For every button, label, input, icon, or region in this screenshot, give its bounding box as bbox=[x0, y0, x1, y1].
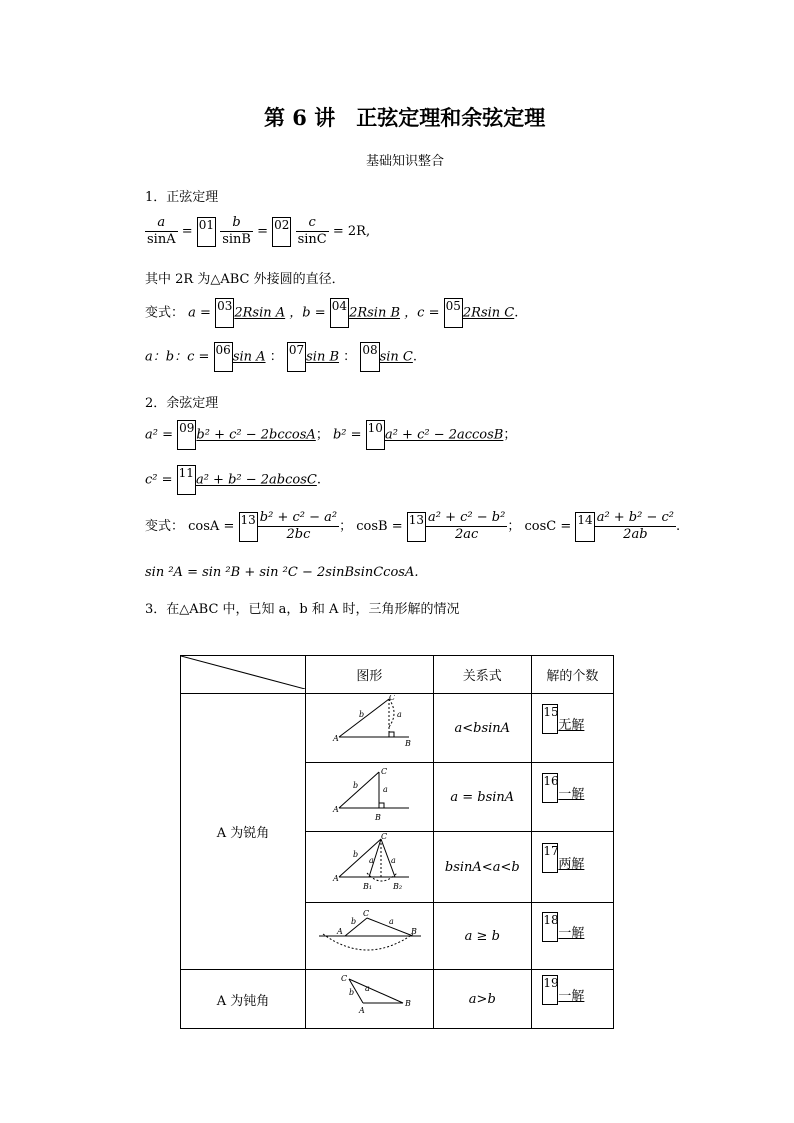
label-b-vertex: B bbox=[405, 739, 412, 748]
cosine-ab bbox=[145, 420, 516, 450]
variant-label: 变式： bbox=[145, 519, 185, 534]
blank-box: 13 bbox=[407, 512, 426, 542]
numerator: a² + c² − b² bbox=[428, 510, 506, 525]
figure-obtuse bbox=[309, 971, 429, 1023]
denominator: sinB bbox=[222, 232, 251, 247]
label-a-side: a bbox=[391, 856, 397, 865]
circumcircle-note: 其中 2R 为△ABC 外接圆的直径． bbox=[145, 272, 345, 287]
label-a-side: a bbox=[389, 917, 395, 926]
equals-2r: = 2R, bbox=[332, 224, 371, 239]
relation-cell bbox=[433, 763, 531, 832]
heading-solutions: 3．在△ABC 中，已知 a，b 和 A 时，三角形解的情况 bbox=[145, 602, 460, 617]
label-b-side: b bbox=[349, 988, 355, 997]
blank-box: 07 bbox=[287, 342, 306, 372]
relation-text: a<bsinA bbox=[454, 720, 511, 736]
relation-cell bbox=[433, 694, 531, 763]
equals: = bbox=[181, 224, 193, 239]
label-a-side: a bbox=[383, 785, 389, 794]
header-relation: 关系式 bbox=[433, 656, 531, 694]
relation-cell bbox=[433, 903, 531, 970]
heading-cosine-law: 2．余弦定理 bbox=[145, 396, 219, 411]
answer: sin B bbox=[306, 349, 340, 365]
blank-box: 05 bbox=[444, 298, 463, 328]
answer-box bbox=[542, 704, 602, 748]
sine-ratio bbox=[145, 342, 417, 372]
section-subtitle: 基础知识整合 bbox=[366, 154, 445, 169]
blank-box: 01 bbox=[197, 217, 216, 247]
label-c-vertex: C bbox=[389, 695, 396, 702]
blank-box: 06 bbox=[214, 342, 233, 372]
blank-box: 15 bbox=[542, 704, 558, 734]
blank-box: 03 bbox=[215, 298, 234, 328]
figure-cell bbox=[306, 694, 434, 763]
lhs: a = bbox=[188, 305, 211, 321]
fraction bbox=[426, 510, 507, 543]
sine-squared-identity: sin ²A = sin ²B + sin ²C − 2sinBsinCcosA. bbox=[145, 565, 419, 580]
header-figure: 图形 bbox=[306, 656, 434, 694]
relation-text: a>b bbox=[468, 991, 496, 1007]
relation-text: a ≥ b bbox=[464, 928, 500, 944]
label-b1-vertex: B₁ bbox=[363, 882, 373, 891]
period: . bbox=[412, 349, 418, 365]
blank-box: 08 bbox=[360, 342, 379, 372]
header-count: 解的个数 bbox=[531, 656, 613, 694]
separator: ； bbox=[507, 519, 521, 534]
label-a-vertex: A bbox=[333, 874, 340, 883]
lhs: cosC = bbox=[524, 519, 572, 534]
answer: a² + b² − 2abcosC bbox=[195, 472, 317, 488]
sine-law-formula bbox=[145, 215, 370, 248]
numerator: b² + c² − a² bbox=[259, 510, 338, 525]
answer-cell bbox=[531, 694, 613, 763]
figure-two-solutions bbox=[309, 833, 429, 897]
equals: = bbox=[257, 224, 269, 239]
label-c-vertex: C bbox=[381, 833, 388, 841]
blank-box: 19 bbox=[542, 975, 558, 1005]
answer-box bbox=[542, 912, 602, 956]
figure-no-solution bbox=[309, 695, 429, 757]
separator: ； bbox=[503, 427, 517, 443]
relation-cell bbox=[433, 970, 531, 1029]
answer: 2Rsin B bbox=[349, 305, 401, 321]
answer-cell bbox=[531, 903, 613, 970]
answer-text: 一解 bbox=[558, 926, 585, 941]
numerator: a² + b² − c² bbox=[596, 510, 674, 525]
label-b-side: b bbox=[351, 917, 357, 926]
answer-cell bbox=[531, 763, 613, 832]
denominator: sinC bbox=[297, 232, 327, 247]
blank-box: 18 bbox=[542, 912, 558, 942]
table-row bbox=[181, 694, 614, 763]
denominator: 2ab bbox=[623, 527, 648, 542]
answer-text: 无解 bbox=[558, 718, 585, 733]
label-b-vertex: B bbox=[411, 927, 418, 936]
figure-cell bbox=[306, 903, 434, 970]
acute-angle-label: A 为锐角 bbox=[181, 694, 306, 970]
answer: 2Rsin C bbox=[462, 305, 515, 321]
answer-text: 一解 bbox=[558, 989, 585, 1004]
lhs: b² = bbox=[332, 427, 362, 443]
figure-one-solution-right bbox=[309, 764, 429, 826]
blank-box: 09 bbox=[177, 420, 196, 450]
label-b-side: b bbox=[353, 850, 359, 859]
label-c-vertex: C bbox=[381, 767, 388, 776]
table-header-row bbox=[181, 656, 614, 694]
lhs: a：b：c = bbox=[145, 349, 210, 365]
solutions-table bbox=[180, 655, 614, 1029]
period: . bbox=[316, 472, 321, 488]
numerator: a bbox=[145, 215, 178, 232]
lhs: a² = bbox=[145, 427, 173, 443]
fraction bbox=[258, 510, 339, 543]
lhs: ，c = bbox=[404, 305, 440, 321]
fraction bbox=[296, 215, 329, 248]
label-a-side: a bbox=[397, 710, 403, 719]
answer-text: 两解 bbox=[558, 857, 585, 872]
heading-sine-law: 1．正弦定理 bbox=[145, 190, 219, 205]
answer: 2Rsin A bbox=[234, 305, 286, 321]
label-b-vertex: B bbox=[405, 999, 412, 1008]
answer-box bbox=[542, 975, 602, 1019]
answer: a² + c² − 2accosB bbox=[384, 427, 504, 443]
variant-label: 变式： bbox=[145, 305, 185, 321]
label-c-vertex: C bbox=[341, 974, 348, 983]
label-a-side: a bbox=[365, 984, 371, 993]
figure-cell bbox=[306, 832, 434, 903]
answer: b² + c² − 2bccosA bbox=[196, 427, 316, 443]
label-a-vertex: A bbox=[337, 927, 344, 936]
sine-law-variant bbox=[145, 298, 518, 328]
blank-box: 14 bbox=[575, 512, 594, 542]
blank-box: 04 bbox=[330, 298, 349, 328]
denominator: sinA bbox=[147, 232, 176, 247]
lhs: c² = bbox=[145, 472, 173, 488]
answer-cell bbox=[531, 832, 613, 903]
label-a-vertex: A bbox=[333, 805, 340, 814]
diagonal-header-cell bbox=[181, 656, 306, 694]
page-title: 第 6 讲 正弦定理和余弦定理 bbox=[264, 105, 546, 130]
period: . bbox=[676, 519, 681, 534]
answer-box bbox=[542, 843, 602, 887]
answer: sin A bbox=[232, 349, 266, 365]
blank-box: 17 bbox=[542, 843, 558, 873]
relation-text: a = bsinA bbox=[450, 789, 515, 805]
answer: sin C bbox=[379, 349, 413, 365]
label-b2-vertex: B₂ bbox=[393, 882, 403, 891]
answer-text: 一解 bbox=[558, 787, 585, 802]
figure-cell bbox=[306, 763, 434, 832]
label-a-side: a bbox=[369, 856, 375, 865]
answer-box bbox=[542, 773, 602, 817]
numerator: c bbox=[296, 215, 329, 232]
separator: ； bbox=[315, 427, 329, 443]
numerator: b bbox=[220, 215, 253, 232]
cosine-c bbox=[145, 465, 321, 495]
lhs: cosB = bbox=[356, 519, 403, 534]
label-a-vertex: A bbox=[333, 734, 340, 743]
label-b-vertex: B bbox=[375, 813, 382, 822]
label-b-side: b bbox=[359, 710, 365, 719]
fraction bbox=[145, 215, 178, 248]
lhs: cosA = bbox=[188, 519, 235, 534]
diagonal-line bbox=[181, 656, 305, 689]
label-c-vertex: C bbox=[363, 909, 370, 918]
figure-cell bbox=[306, 970, 434, 1029]
table-row bbox=[181, 970, 614, 1029]
denominator: 2bc bbox=[286, 527, 311, 542]
label-a-vertex: A bbox=[359, 1006, 366, 1015]
colon: ： bbox=[269, 349, 283, 365]
label-b-side: b bbox=[353, 781, 359, 790]
blank-box: 16 bbox=[542, 773, 558, 803]
cosine-variant bbox=[145, 510, 680, 543]
lhs: ，b = bbox=[289, 305, 326, 321]
fraction bbox=[595, 510, 676, 543]
answer-cell bbox=[531, 970, 613, 1029]
blank-box: 10 bbox=[366, 420, 385, 450]
fraction bbox=[220, 215, 253, 248]
relation-cell bbox=[433, 832, 531, 903]
separator: ； bbox=[339, 519, 353, 534]
period: . bbox=[514, 305, 519, 321]
blank-box: 13 bbox=[239, 512, 258, 542]
blank-box: 11 bbox=[177, 465, 196, 495]
colon: ： bbox=[343, 349, 357, 365]
blank-box: 02 bbox=[272, 217, 291, 247]
relation-text: bsinA<a<b bbox=[444, 859, 520, 875]
obtuse-angle-label: A 为钝角 bbox=[181, 970, 306, 1029]
figure-one-solution-ab bbox=[309, 904, 429, 964]
denominator: 2ac bbox=[455, 527, 479, 542]
